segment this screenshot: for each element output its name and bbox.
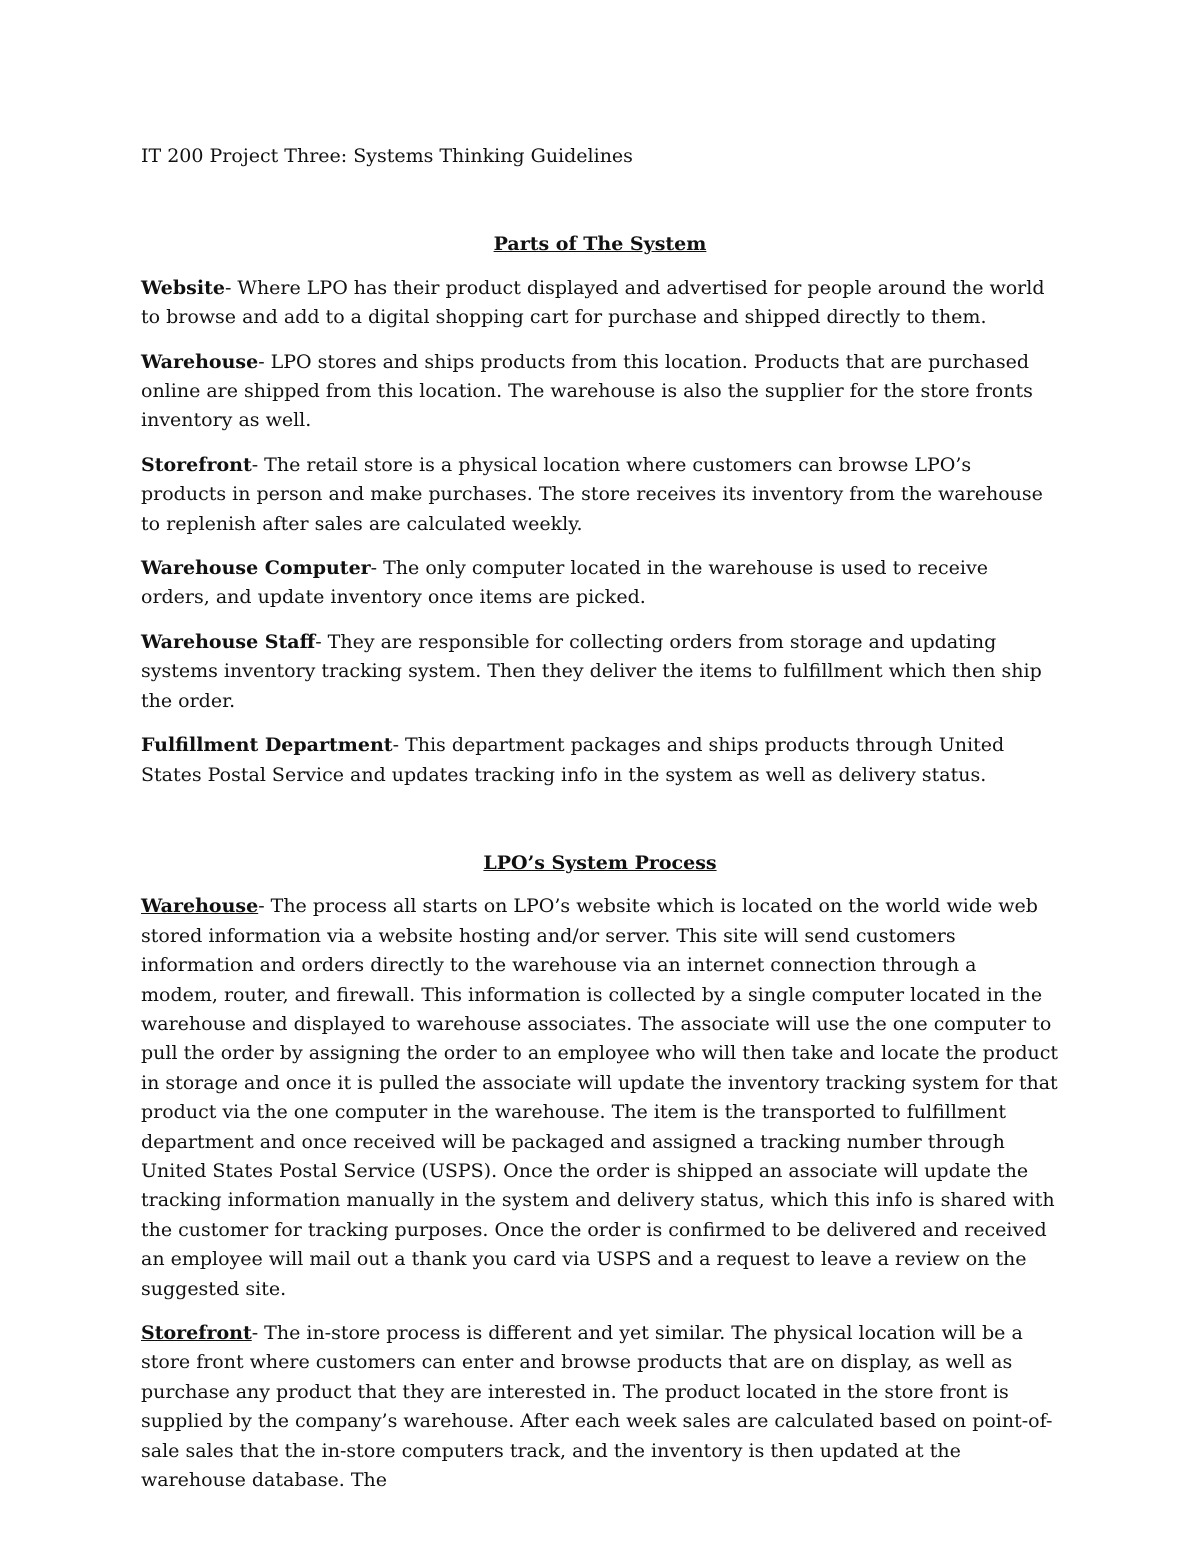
parts-heading: Parts of The System bbox=[493, 233, 707, 256]
process-heading: LPO’s System Process bbox=[483, 851, 717, 874]
part-description: - This department packages and ships products through United States Postal Service and updates tracking info in the system as well as delivery status. bbox=[141, 734, 1005, 786]
part-term: Warehouse Staff bbox=[141, 630, 316, 653]
process-storefront bbox=[141, 1319, 1059, 1495]
document-page bbox=[141, 142, 1059, 1510]
part-description: - The retail store is a physical location where customers can browse LPO’s products in person and make purchases. The store receives its inventory from the warehouse to replenish after sales are calculated weekly. bbox=[141, 453, 1043, 535]
part-term: Storefront bbox=[141, 453, 252, 476]
part-term: Fulfillment Department bbox=[141, 734, 393, 757]
document-title: IT 200 Project Three: Systems Thinking Guidelines bbox=[141, 145, 633, 167]
part-description: - They are responsible for collecting orders from storage and updating systems inventory tracking system. Then they deliver the items to fulfillment which then ship the order. bbox=[141, 630, 1042, 712]
part-term: Warehouse bbox=[141, 350, 259, 373]
part-term: Website bbox=[141, 276, 225, 299]
part-description: - The only computer located in the warehouse is used to receive orders, and update inventory once items are picked. bbox=[141, 557, 988, 609]
part-description: - Where LPO has their product displayed and advertised for people around the world to browse and add to a digital shopping cart for purchase and shipped directly to them. bbox=[141, 276, 1045, 329]
part-term: Warehouse Computer bbox=[141, 557, 371, 580]
process-term: Storefront bbox=[141, 1322, 252, 1344]
part-storefront bbox=[141, 451, 1059, 539]
part-description: - LPO stores and ships products from this location. Products that are purchased online are shipped from this location. The warehouse is also the supplier for the store fronts inventory as well. bbox=[141, 350, 1033, 432]
part-warehouse-computer bbox=[141, 554, 1059, 613]
process-description: - The process all starts on LPO’s website which is located on the world wide web stored information via a website hosting and/or server. This site will send customers information and orders directly to the warehouse via an internet connection through a modem, router, and firewall. This information is collected by a single computer located in the warehouse and displayed to warehouse associates. The associate will use the one computer to pull the order by assigning the order to an employee who will then take and locate the product in storage and once it is pulled the associate will update the inventory tracking system for that product via the one computer in the warehouse. The item is the transported to fulfillment department and once received will be packaged and assigned a tracking number through United States Postal Service (USPS). Once the order is shipped an associate will update the tracking information manually in the system and delivery status, which this info is shared with the customer for tracking purposes. Once the order is confirmed to be delivered and received an employee will mail out a thank you card via USPS and a request to leave a review on the suggested site. bbox=[141, 895, 1059, 1300]
process-description: - The in-store process is different and yet similar. The physical location will be a store front where customers can enter and browse products that are on display, as well as purchase any product that they are interested in. The product located in the store front is supplied by the company’s warehouse. After each week sales are calculated based on point-of-sale sales that the in-store computers track, and the inventory is then updated at the warehouse database. The bbox=[141, 1322, 1053, 1492]
process-term: Warehouse bbox=[141, 895, 259, 918]
part-warehouse bbox=[141, 348, 1059, 436]
part-fulfillment-department bbox=[141, 731, 1059, 790]
process-warehouse bbox=[141, 892, 1059, 1304]
section-spacer bbox=[141, 805, 1059, 849]
part-warehouse-staff bbox=[141, 628, 1059, 716]
part-website bbox=[141, 274, 1059, 333]
